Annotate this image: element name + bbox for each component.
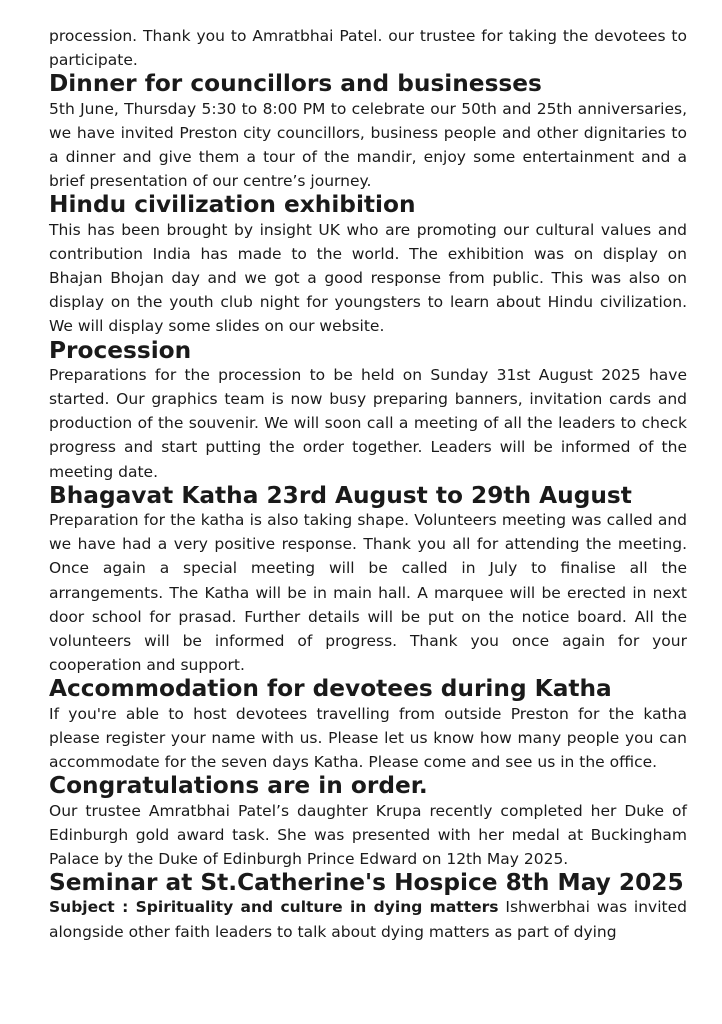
katha-paragraph: Preparation for the katha is also taking shape. Volunteers meeting was called and we have had a very positive response. Thank you all for attending the meeting. Once again a special meeting will be called in July to finalise all the arrangements. The Katha will be in main hall. A marquee will be erected in next door school for prasad. Further details will be put on the notice board. All the volunteers will be informed of progress. Thank you once again for your cooperation and support. <box>49 511 687 675</box>
katha-heading: Bhagavat Katha 23rd August to 29th August <box>49 481 632 509</box>
procession-heading: Procession <box>49 336 192 364</box>
exhibition-paragraph: This has been brought by insight UK who are promoting our cultural values and contribution India has made to the world. The exhibition was on display on Bhajan Bhojan day and we got a good response from public. This was also on display on the youth club night for youngsters to learn about Hindu civilization. We will display some slides on our website. <box>49 220 687 336</box>
seminar-paragraph <box>49 895 687 943</box>
seminar-heading: Seminar at St.Catherine's Hospice 8th May 2025 <box>49 869 684 897</box>
dinner-paragraph: 5th June, Thursday 5:30 to 8:00 PM to celebrate our 50th and 25th anniversaries, we have invited Preston city councillors, business people and other dignitaries to a dinner and give them a tour of the mandir, enjoy some entertainment and a brief presentation of our centre’s journey. <box>49 99 687 191</box>
procession-paragraph: Preparations for the procession to be held on Sunday 31st August 2025 have started. Our graphics team is now busy preparing banners, invitation cards and production of the souvenir. We will soon call a meeting of all the leaders to check progress and start putting the order together. Leaders will be informed of the meeting date. <box>49 365 687 481</box>
seminar-paragraph-text: Ishwerbhai was invited alongside other faith leaders to talk about dying matters as part of dying <box>49 898 687 941</box>
seminar-subject-lead: Subject : Spirituality and culture in dying matters <box>49 898 499 917</box>
accommodation-paragraph: If you're able to host devotees travelling from outside Preston for the katha please register your name with us. Please let us know how many people you can accommodate for the seven days Katha. Please come and see us in the office. <box>49 704 687 772</box>
procession-continuation-paragraph: procession. Thank you to Amratbhai Patel. our trustee for taking the devotees to participate. <box>49 27 687 70</box>
accommodation-heading: Accommodation for devotees during Katha <box>49 675 612 703</box>
dinner-heading: Dinner for councillors and businesses <box>49 70 542 98</box>
newsletter-page <box>49 24 687 944</box>
exhibition-heading: Hindu civilization exhibition <box>49 191 416 219</box>
congratulations-paragraph: Our trustee Amratbhai Patel’s daughter Krupa recently completed her Duke of Edinburgh gold award task. She was presented with her medal at Buckingham Palace by the Duke of Edinburgh Prince Edward on 12th May 2025. <box>49 801 687 868</box>
congratulations-heading: Congratulations are in order. <box>49 772 428 800</box>
